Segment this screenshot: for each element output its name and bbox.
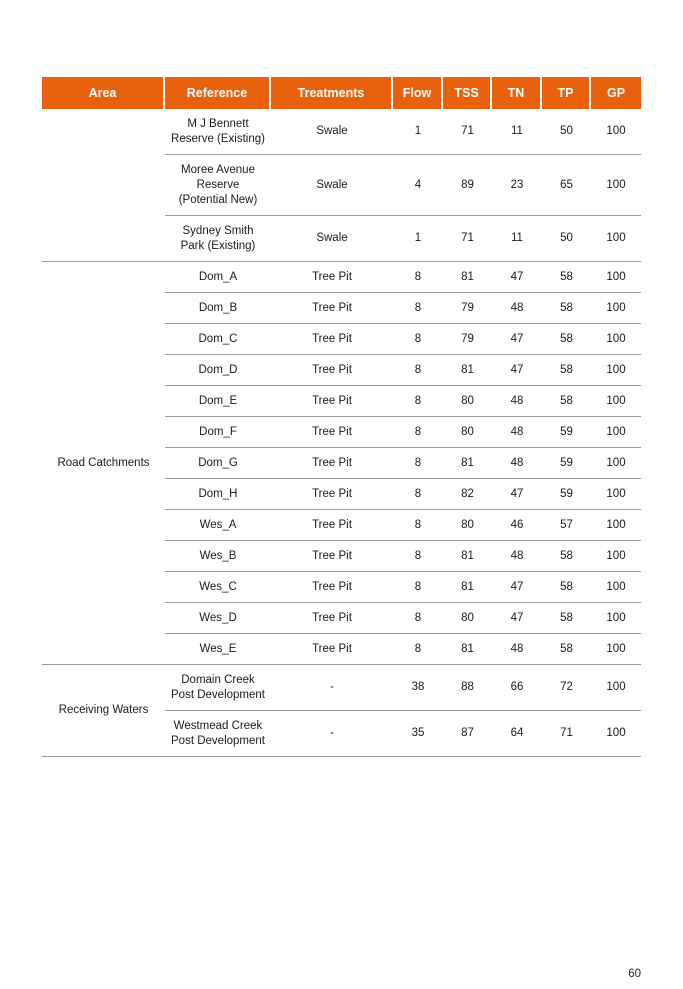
treatment-cell: Tree Pit bbox=[271, 324, 393, 355]
column-header: TN bbox=[492, 77, 542, 109]
area-cell bbox=[42, 109, 165, 262]
value-cell: 65 bbox=[542, 155, 591, 216]
value-cell: 81 bbox=[443, 634, 492, 665]
value-cell: 38 bbox=[393, 665, 443, 711]
value-cell: 58 bbox=[542, 324, 591, 355]
reference-cell: Dom_C bbox=[165, 324, 271, 355]
treatment-cell: Swale bbox=[271, 155, 393, 216]
treatment-cell: Swale bbox=[271, 216, 393, 262]
reference-cell: Dom_D bbox=[165, 355, 271, 386]
value-cell: 81 bbox=[443, 448, 492, 479]
value-cell: 46 bbox=[492, 510, 542, 541]
treatment-cell: Tree Pit bbox=[271, 541, 393, 572]
treatment-cell: Tree Pit bbox=[271, 510, 393, 541]
column-header: TSS bbox=[443, 77, 492, 109]
treatment-cell: Tree Pit bbox=[271, 603, 393, 634]
reference-cell: Wes_B bbox=[165, 541, 271, 572]
value-cell: 8 bbox=[393, 541, 443, 572]
value-cell: 58 bbox=[542, 293, 591, 324]
value-cell: 8 bbox=[393, 417, 443, 448]
value-cell: 48 bbox=[492, 541, 542, 572]
value-cell: 58 bbox=[542, 603, 591, 634]
value-cell: 58 bbox=[542, 262, 591, 293]
value-cell: 8 bbox=[393, 634, 443, 665]
value-cell: 100 bbox=[591, 355, 641, 386]
value-cell: 57 bbox=[542, 510, 591, 541]
value-cell: 64 bbox=[492, 711, 542, 757]
value-cell: 100 bbox=[591, 448, 641, 479]
value-cell: 100 bbox=[591, 155, 641, 216]
value-cell: 59 bbox=[542, 417, 591, 448]
value-cell: 80 bbox=[443, 386, 492, 417]
value-cell: 100 bbox=[591, 324, 641, 355]
treatment-cell: - bbox=[271, 665, 393, 711]
value-cell: 47 bbox=[492, 262, 542, 293]
value-cell: 66 bbox=[492, 665, 542, 711]
value-cell: 100 bbox=[591, 634, 641, 665]
value-cell: 59 bbox=[542, 479, 591, 510]
value-cell: 1 bbox=[393, 216, 443, 262]
reference-cell: Moree Avenue Reserve (Potential New) bbox=[165, 155, 271, 216]
value-cell: 8 bbox=[393, 448, 443, 479]
value-cell: 81 bbox=[443, 572, 492, 603]
value-cell: 48 bbox=[492, 634, 542, 665]
value-cell: 100 bbox=[591, 711, 641, 757]
results-table bbox=[42, 77, 641, 757]
reference-cell: Dom_A bbox=[165, 262, 271, 293]
value-cell: 47 bbox=[492, 355, 542, 386]
table-row bbox=[42, 109, 641, 155]
value-cell: 88 bbox=[443, 665, 492, 711]
reference-cell: Wes_A bbox=[165, 510, 271, 541]
page-number: 60 bbox=[628, 968, 641, 980]
value-cell: 100 bbox=[591, 417, 641, 448]
treatment-cell: - bbox=[271, 711, 393, 757]
value-cell: 71 bbox=[443, 109, 492, 155]
value-cell: 8 bbox=[393, 293, 443, 324]
treatment-cell: Swale bbox=[271, 109, 393, 155]
value-cell: 47 bbox=[492, 603, 542, 634]
value-cell: 47 bbox=[492, 324, 542, 355]
value-cell: 100 bbox=[591, 216, 641, 262]
column-header: GP bbox=[591, 77, 641, 109]
value-cell: 48 bbox=[492, 293, 542, 324]
treatment-cell: Tree Pit bbox=[271, 293, 393, 324]
value-cell: 82 bbox=[443, 479, 492, 510]
treatment-cell: Tree Pit bbox=[271, 262, 393, 293]
value-cell: 58 bbox=[542, 386, 591, 417]
value-cell: 81 bbox=[443, 355, 492, 386]
value-cell: 81 bbox=[443, 262, 492, 293]
value-cell: 100 bbox=[591, 665, 641, 711]
reference-cell: Dom_F bbox=[165, 417, 271, 448]
value-cell: 58 bbox=[542, 355, 591, 386]
value-cell: 8 bbox=[393, 262, 443, 293]
table-row bbox=[42, 262, 641, 293]
value-cell: 58 bbox=[542, 541, 591, 572]
treatment-cell: Tree Pit bbox=[271, 479, 393, 510]
value-cell: 48 bbox=[492, 417, 542, 448]
value-cell: 50 bbox=[542, 216, 591, 262]
table-body bbox=[42, 109, 641, 757]
reference-cell: Dom_H bbox=[165, 479, 271, 510]
reference-cell: Dom_E bbox=[165, 386, 271, 417]
reference-cell: Wes_D bbox=[165, 603, 271, 634]
column-header: Flow bbox=[393, 77, 443, 109]
value-cell: 23 bbox=[492, 155, 542, 216]
treatment-cell: Tree Pit bbox=[271, 448, 393, 479]
value-cell: 71 bbox=[542, 711, 591, 757]
column-header: Reference bbox=[165, 77, 271, 109]
area-cell: Road Catchments bbox=[42, 262, 165, 665]
value-cell: 89 bbox=[443, 155, 492, 216]
value-cell: 100 bbox=[591, 603, 641, 634]
value-cell: 100 bbox=[591, 572, 641, 603]
value-cell: 35 bbox=[393, 711, 443, 757]
reference-cell: Westmead Creek Post Development bbox=[165, 711, 271, 757]
value-cell: 100 bbox=[591, 541, 641, 572]
value-cell: 50 bbox=[542, 109, 591, 155]
treatment-cell: Tree Pit bbox=[271, 386, 393, 417]
value-cell: 100 bbox=[591, 510, 641, 541]
value-cell: 81 bbox=[443, 541, 492, 572]
treatment-cell: Tree Pit bbox=[271, 634, 393, 665]
value-cell: 79 bbox=[443, 293, 492, 324]
value-cell: 71 bbox=[443, 216, 492, 262]
value-cell: 11 bbox=[492, 216, 542, 262]
value-cell: 100 bbox=[591, 109, 641, 155]
value-cell: 48 bbox=[492, 448, 542, 479]
value-cell: 58 bbox=[542, 634, 591, 665]
header-row bbox=[42, 77, 641, 109]
reference-cell: Dom_B bbox=[165, 293, 271, 324]
value-cell: 8 bbox=[393, 324, 443, 355]
value-cell: 100 bbox=[591, 386, 641, 417]
area-cell: Receiving Waters bbox=[42, 665, 165, 757]
column-header: TP bbox=[542, 77, 591, 109]
column-header: Treatments bbox=[271, 77, 393, 109]
value-cell: 4 bbox=[393, 155, 443, 216]
value-cell: 87 bbox=[443, 711, 492, 757]
value-cell: 8 bbox=[393, 510, 443, 541]
value-cell: 80 bbox=[443, 417, 492, 448]
value-cell: 58 bbox=[542, 572, 591, 603]
treatment-cell: Tree Pit bbox=[271, 417, 393, 448]
reference-cell: Dom_G bbox=[165, 448, 271, 479]
value-cell: 47 bbox=[492, 479, 542, 510]
value-cell: 8 bbox=[393, 386, 443, 417]
value-cell: 8 bbox=[393, 603, 443, 634]
value-cell: 80 bbox=[443, 510, 492, 541]
value-cell: 72 bbox=[542, 665, 591, 711]
treatment-cell: Tree Pit bbox=[271, 355, 393, 386]
value-cell: 8 bbox=[393, 572, 443, 603]
value-cell: 8 bbox=[393, 355, 443, 386]
table-row bbox=[42, 665, 641, 711]
value-cell: 1 bbox=[393, 109, 443, 155]
value-cell: 11 bbox=[492, 109, 542, 155]
value-cell: 100 bbox=[591, 479, 641, 510]
value-cell: 100 bbox=[591, 293, 641, 324]
reference-cell: Wes_C bbox=[165, 572, 271, 603]
value-cell: 47 bbox=[492, 572, 542, 603]
table-header bbox=[42, 77, 641, 109]
value-cell: 8 bbox=[393, 479, 443, 510]
reference-cell: Wes_E bbox=[165, 634, 271, 665]
reference-cell: M J Bennett Reserve (Existing) bbox=[165, 109, 271, 155]
reference-cell: Sydney Smith Park (Existing) bbox=[165, 216, 271, 262]
treatment-cell: Tree Pit bbox=[271, 572, 393, 603]
value-cell: 59 bbox=[542, 448, 591, 479]
value-cell: 80 bbox=[443, 603, 492, 634]
value-cell: 100 bbox=[591, 262, 641, 293]
reference-cell: Domain Creek Post Development bbox=[165, 665, 271, 711]
column-header: Area bbox=[42, 77, 165, 109]
value-cell: 79 bbox=[443, 324, 492, 355]
value-cell: 48 bbox=[492, 386, 542, 417]
